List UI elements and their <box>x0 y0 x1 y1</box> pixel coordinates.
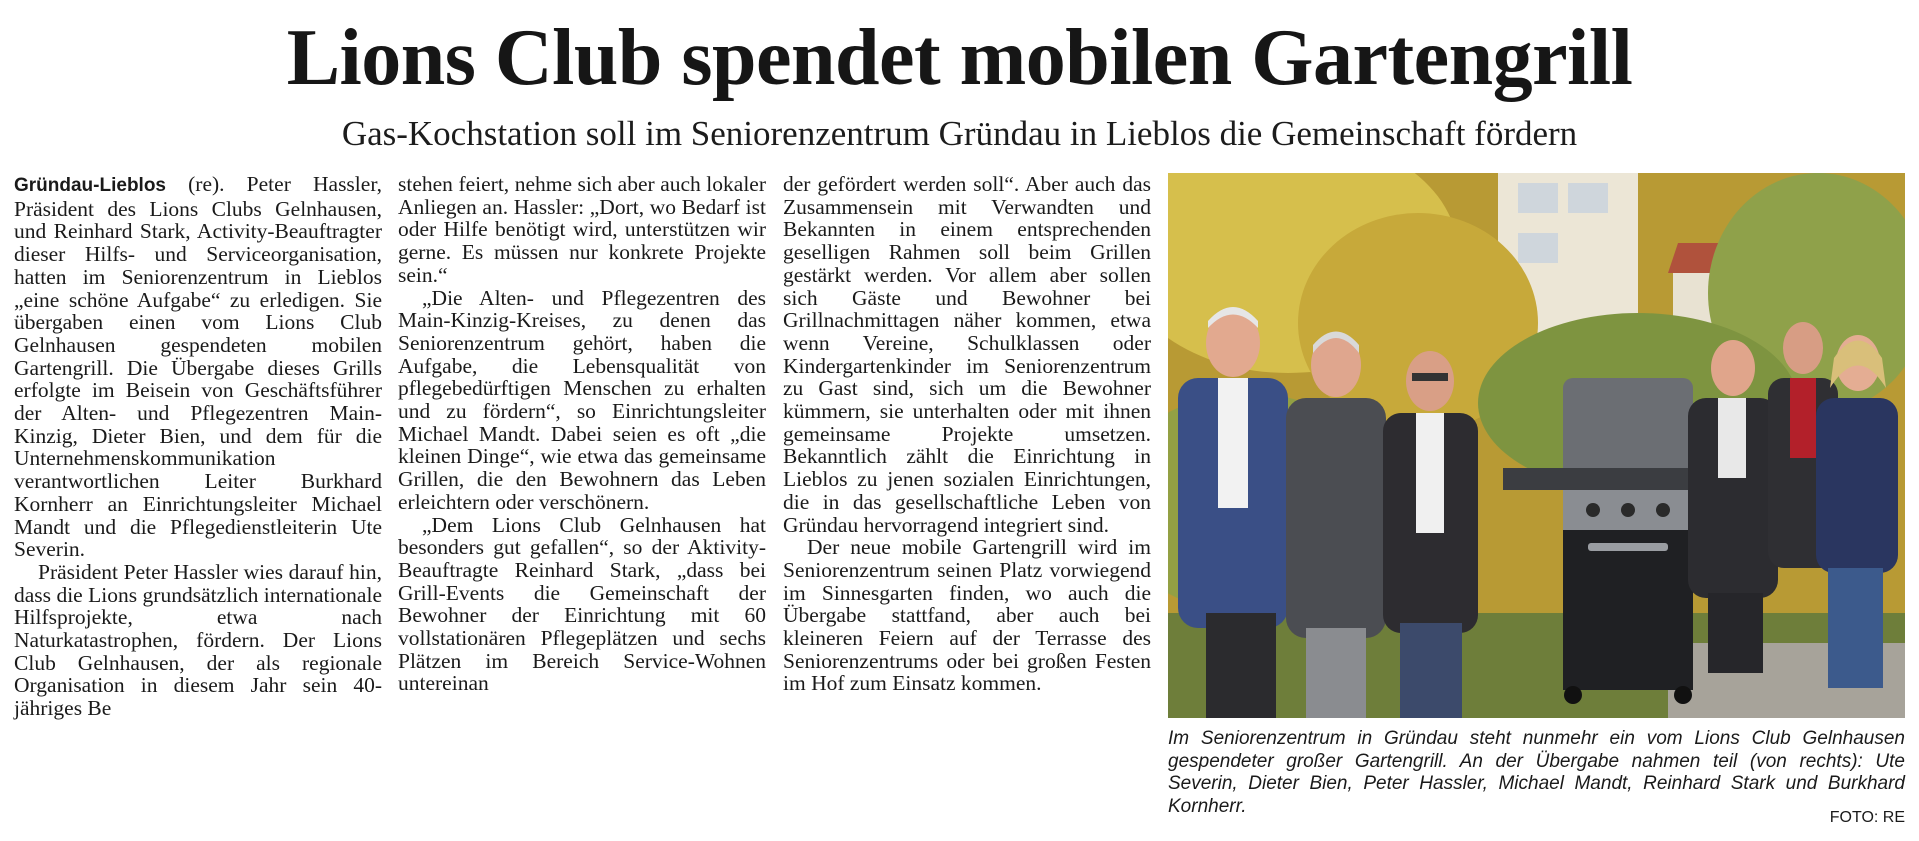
photo-caption: Im Seniorenzentrum in Gründau steht nunmehr ein vom Lions Club Gelnhausen gespendeter großer Gartengrill. An der Übergabe nahmen teil (von rechts): Ute Severin, Dieter Bien, Peter Hassler, Michael Mandt, Reinhard Stark und Burkhard Kornherr. <box>1168 728 1905 817</box>
paragraph-text: (re). Peter Hassler, Präsident des Lions Clubs Gelnhausen, und Reinhard Stark, Activity-Beauftragter dieser Hilfs- und Serviceorganisation, hatten im Seniorenzentrum in Lieblos „eine schöne Aufgabe“ zu erledigen. Sie übergaben einen vom Lions Club Gelnhausen gespendeten mobilen Gartengrill. Die Übergabe dieses Grills erfolgte im Beisein von Geschäftsführer der Alten- und Pflegezentren Main-Kinzig, Dieter Bien, und dem für die Unternehmenskommunikation verantwortlichen Leiter Burkhard Kornherr an Einrichtungsleiter Michael Mandt und die Pflegedienstleiterin Ute Severin. <box>14 172 382 562</box>
grill-cabinet <box>1563 530 1693 690</box>
dateline: Gründau-Lieblos <box>14 175 166 196</box>
building-window <box>1518 233 1558 263</box>
glasses <box>1412 373 1448 381</box>
article-column-2 <box>398 173 766 695</box>
face <box>1783 322 1823 374</box>
grill-handle <box>1588 543 1668 551</box>
article-column-3 <box>783 173 1151 695</box>
article-photo <box>1168 173 1905 718</box>
grill-wheel <box>1564 686 1582 704</box>
grill-wheel <box>1674 686 1692 704</box>
face <box>1711 340 1755 396</box>
jeans <box>1828 568 1883 688</box>
grill-lid <box>1563 378 1693 478</box>
grill-knob <box>1656 503 1670 517</box>
jeans <box>1400 623 1462 718</box>
shirt <box>1416 413 1444 533</box>
photo-credit: FOTO: RE <box>1829 809 1905 826</box>
paragraph: „Dem Lions Club Gelnhausen hat besonders gut gefallen“, so der Aktivity-Beauftragte Reinhard Stark, „dass bei Grill-Events die Gemeinschaft der Bewohner der Einrichtung mit 60 vollstationären Pflegeplätzen und sechs Plätzen im Bereich Service-Wohnen untereinan <box>398 512 766 696</box>
paragraph: „Die Alten- und Pflegezentren des Main-Kinzig-Kreises, zu denen das Seniorenzentrum gehört, haben die Aufgabe, die Lebensqualität von pflegebedürftigen Menschen zu erhalten und zu fördern“, so Einrichtungsleiter Michael Mandt. Dabei seien es oft „die kleinen Dinge“, wie etwa das gemeinsame Grillen, die den Bewohnern das Leben erleichtern oder verschönern. <box>398 285 766 514</box>
shirt <box>1718 398 1746 478</box>
red-shirt <box>1790 378 1816 458</box>
person-navy-cardigan <box>1816 398 1898 573</box>
building-window <box>1568 183 1608 213</box>
building-window <box>1518 183 1558 213</box>
paragraph: der gefördert werden soll“. Aber auch das Zusammensein mit Verwandten und Bekannten in einem entsprechenden geselligen Rahmen soll beim Grillen gestärkt werden. Vor allem aber sollen sich Gäste und Bewohner bei Grillnachmittagen näher kommen, etwa wenn Vereine, Schulklassen oder Kindergartenkinder im Seniorenzentrum zu Gast sind, sich um die Bewohner kümmern, sie unterhalten oder mit ihnen gemeinsame Projekte umsetzen. Bekanntlich zählt die Einrichtung in Lieblos zu jenen sozialen Einrichtungen, die in das gesellschaftliche Leben von Gründau hervorragend integriert sind. <box>783 172 1151 537</box>
trousers <box>1206 613 1276 718</box>
photo-illustration <box>1168 173 1905 718</box>
paragraph: stehen feiert, nehme sich aber auch lokaler Anliegen an. Hassler: „Dort, wo Bedarf ist oder Hilfe benötigt wird, unterstützen wir gerne. Es müssen nur konkrete Projekte sein.“ <box>398 172 766 287</box>
paragraph: Präsident Peter Hassler wies darauf hin, dass die Lions grundsätzlich internationale Hilfsprojekte, etwa nach Naturkatastrophen, fördern. Der Lions Club Gelnhausen, der als regionale Organisation in diesem Jahr sein 40-jähriges Be <box>14 559 382 721</box>
grill-knob <box>1621 503 1635 517</box>
headline: Lions Club spendet mobilen Gartengrill <box>286 14 1633 102</box>
shirt <box>1218 378 1248 508</box>
subheadline: Gas-Kochstation soll im Seniorenzentrum Gründau in Lieblos die Gemeinschaft fördern <box>341 114 1578 153</box>
paragraph <box>14 173 382 561</box>
trousers <box>1708 593 1763 673</box>
grill-knob <box>1586 503 1600 517</box>
paragraph: Der neue mobile Gartengrill wird im Seniorenzentrum seinen Platz vorwiegend im Sinnesgarten finden, wo auch die Übergabe stattfand, aber auch bei kleineren Feiern auf der Terrasse des Seniorenzentrums oder bei großen Festen im Hof zum Einsatz kommen. <box>783 535 1151 696</box>
trousers <box>1306 628 1366 718</box>
person-grey-jacket <box>1286 398 1386 638</box>
article-column-1 <box>14 173 382 720</box>
